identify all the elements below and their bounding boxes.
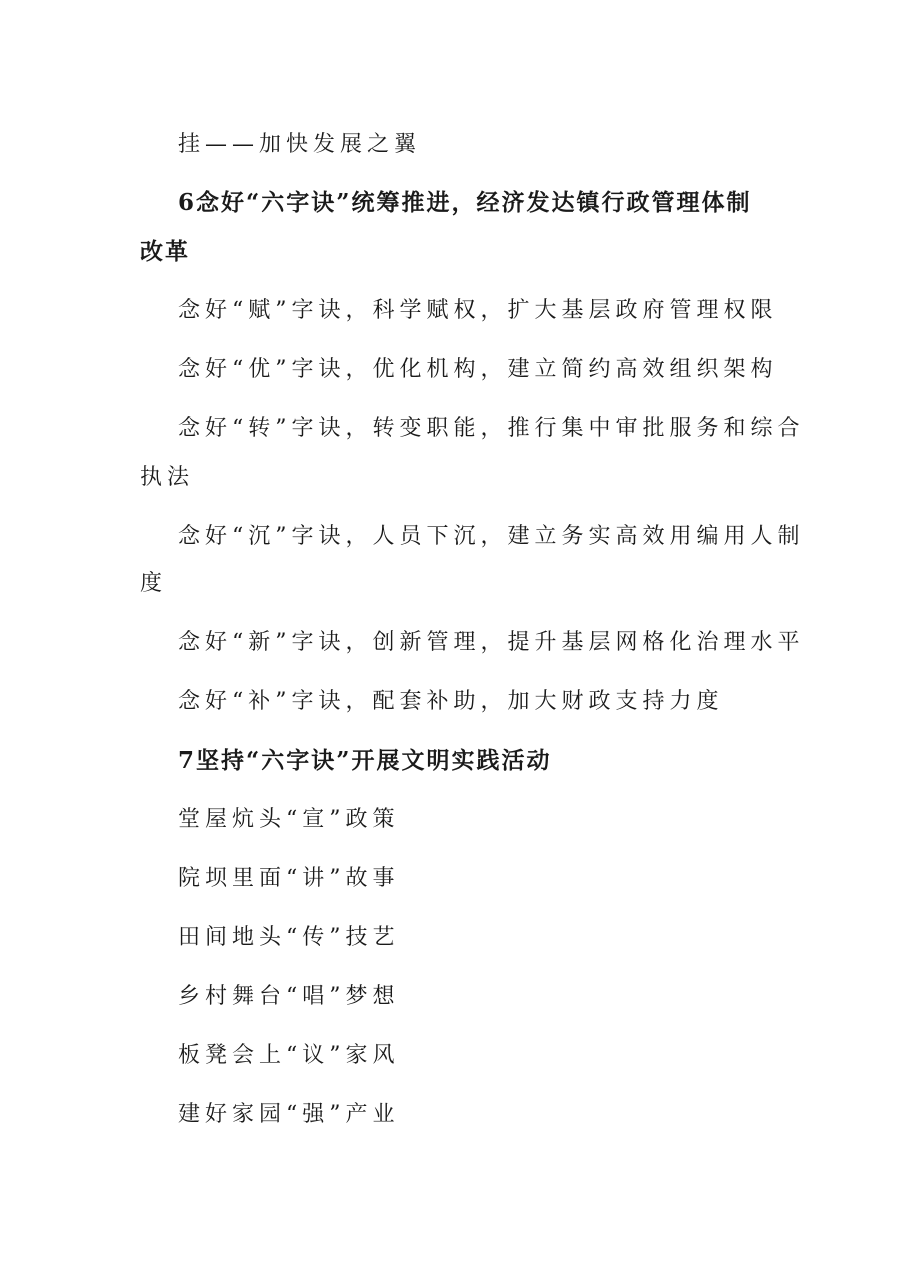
body-line-continued: 度 — [140, 571, 168, 596]
section-heading-6: 6念好“六字诀”统筹推进，经济发达镇行政管理体制 — [178, 189, 752, 216]
body-line: 念好“转”字诀，转变职能，推行集中审批服务和综合 — [178, 416, 805, 441]
body-line: 念好“沉”字诀，人员下沉，建立务实高效用编用人制 — [178, 524, 805, 549]
body-line: 田间地头“传”技艺 — [178, 925, 400, 950]
body-line: 建好家园“强”产业 — [178, 1102, 400, 1127]
body-line: 念好“优”字诀，优化机构，建立简约高效组织架构 — [178, 357, 778, 382]
body-line: 板凳会上“议”家风 — [178, 1043, 400, 1068]
body-line: 挂——加快发展之翼 — [178, 132, 422, 157]
body-line: 乡村舞台“唱”梦想 — [178, 984, 400, 1009]
body-line: 院坝里面“讲”故事 — [178, 866, 400, 891]
body-line: 念好“补”字诀，配套补助，加大财政支持力度 — [178, 689, 724, 714]
section-heading-6-continued: 改革 — [140, 238, 190, 265]
body-line: 念好“新”字诀，创新管理，提升基层网格化治理水平 — [178, 630, 805, 655]
body-line: 念好“赋”字诀，科学赋权，扩大基层政府管理权限 — [178, 298, 778, 323]
body-line: 堂屋炕头“宣”政策 — [178, 807, 400, 832]
body-line-continued: 执法 — [140, 465, 195, 490]
section-heading-7: 7坚持“六字诀”开展文明实践活动 — [178, 747, 552, 774]
